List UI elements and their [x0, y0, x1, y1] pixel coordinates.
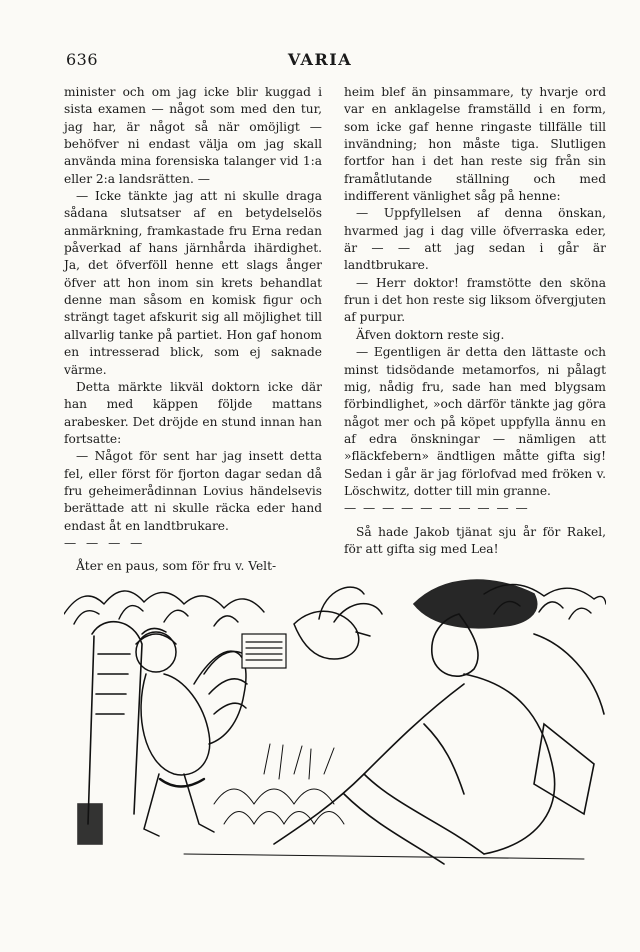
paragraph: Detta märkte likväl doktorn icke där han med käppen följde mattans arabesker. Det dröjde en stund innan han fortsatte:: [64, 379, 322, 446]
section-break: — — — —: [64, 535, 146, 550]
left-column: [64, 84, 322, 576]
paragraph: minister och om jag icke blir kuggad i sista examen — något som med den tur, jag har, är något så när omöjligt — behöfver ni endast välja om jag skall använda mina forensiska talanger vid 1:a eller 2:a landsrätten. —: [64, 85, 322, 186]
engraving-illustration: [64, 574, 606, 869]
page-number: 636: [66, 50, 99, 69]
dove: [294, 587, 382, 659]
right-column: [344, 84, 606, 558]
section-break: — — — — — — — — — —: [344, 501, 530, 516]
paragraph: — Herr doktor! framstötte den sköna frun i det hon reste sig liksom öfvergjuten af purpur.: [344, 275, 606, 325]
sheet-music: [242, 634, 286, 668]
paragraph: — Uppfyllelsen af denna önskan, hvarmed jag i dag ville öfverraska eder, är — — att jag sedan i går är landtbrukare.: [344, 206, 606, 273]
seated-woman-figure: [274, 580, 604, 864]
cupid-figure: [136, 628, 247, 836]
closing-paragraph: Så hade Jakob tjänat sju år för Rakel, för att gifta sig med Lea!: [344, 524, 606, 556]
paragraph: — Egentligen är detta den lättaste och minst tidsödande metamorfos, ni pålagt mig, nådig fru, sade han med blygsam förbindlighet, »och därför tänkte jag göra något mer och på köpet uppfylla ännu en af edra önskningar — nämligen att »fläckfebern» ändtligen måtte gifta sig! Sedan i går är jag förlofvad med fröken v. Löschwitz, dotter till min granne.: [344, 345, 606, 498]
engraving-svg: [64, 574, 606, 869]
paragraph: Äfven doktorn reste sig.: [356, 327, 505, 342]
paragraph: — Något för sent har jag insett detta fel, eller först för fjorton dagar sedan då fru geheimerådinnan Lovius händelsevis berättade att ni skulle räcka eder hand endast åt en landtbrukare.: [64, 449, 322, 533]
paragraph: — Icke tänkte jag att ni skulle draga sådana slutsatser af en betydelselös anmärkning, framkastade fru Erna redan påverkad af hans järnhårda ihärdighet. Ja, det öfverföll henne ett slags ånger öfver att hon inom sin krets behandlat denne man såsom en komisk figur och strängt taget afskurit sig all möjlighet till allvarlig tanke på partiet. Hon gaf honom en intresserad blick, som ej saknade värme.: [64, 189, 322, 377]
ground-foliage: [184, 744, 584, 859]
paragraph: Åter en paus, som för fru v. Velt-: [76, 559, 277, 574]
paragraph: heim blef än pinsammare, ty hvarje ord var en anklagelse framställd i en form, som icke gaf henne ringaste tillfälle till invändning; hon måste tiga. Slutligen fortfor han i det han reste sig från sin framåtlutande ställning och med indifferent vänlighet såg på henne:: [344, 85, 606, 204]
running-title: VARIA: [287, 50, 353, 69]
harp: [78, 622, 142, 844]
